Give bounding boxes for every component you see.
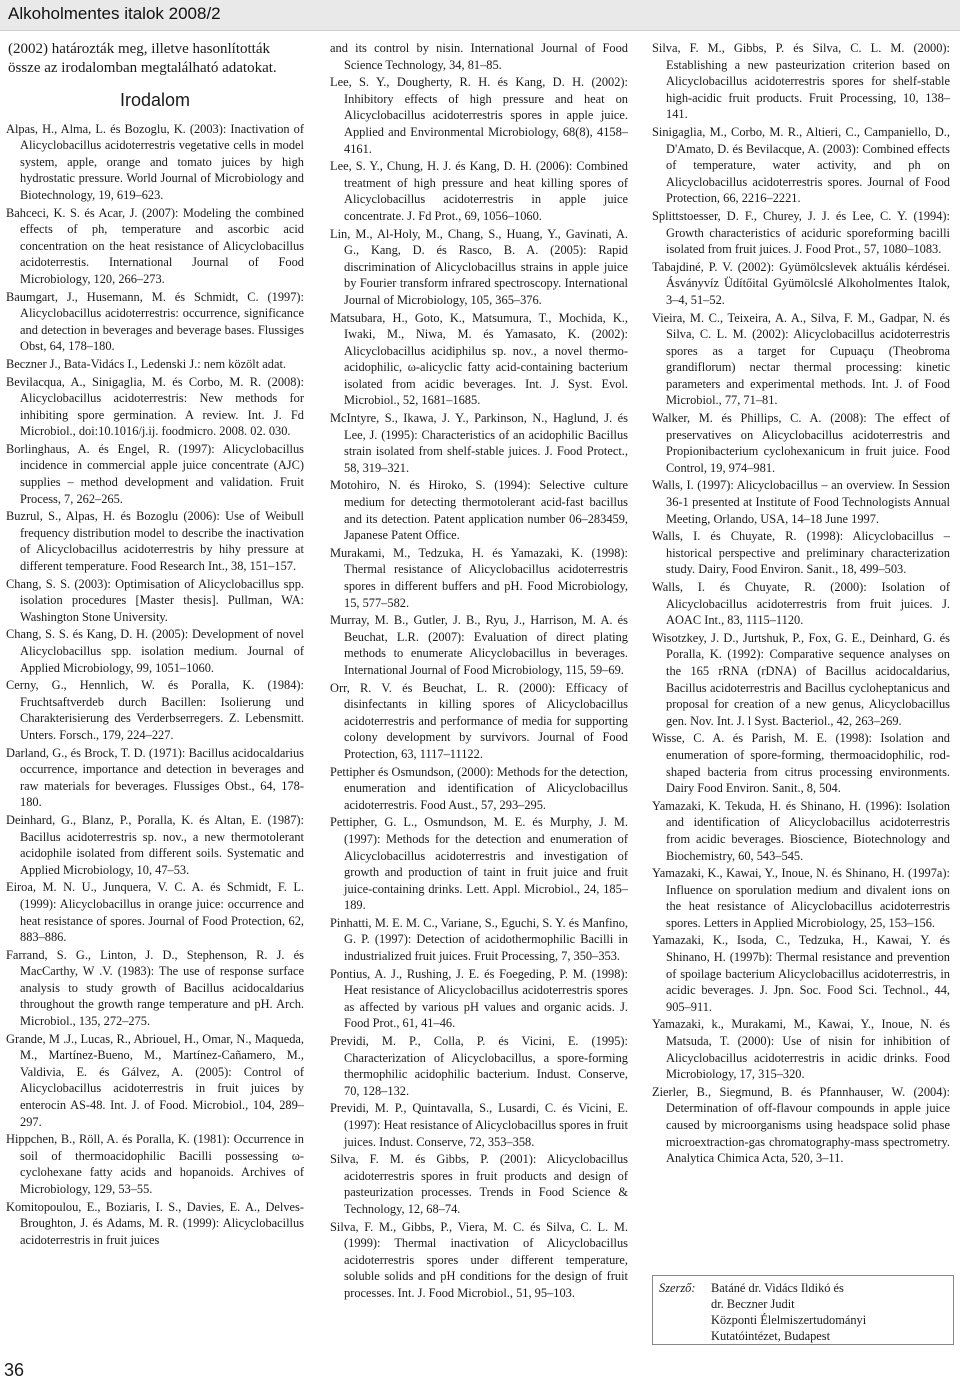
reference-item: Borlinghaus, A. és Engel, R. (1997): Alicyclobacillus incidence in commercial apple juice concentrate (AJC) supplies – method development and validation. Fruit Process, 7, 262–265. [6,441,304,506]
reference-item: Yamazaki, K., Isoda, C., Tedzuka, H., Kawai, Y. és Shinano, H. (1997b): Thermal resistance and prevention of spoilage bacterium Alicyclobacillus acidoterrestris, in acidic beverages. J. Jpn. Soc. Food Sci. Technol., 44, 905–911. [652,933,950,1014]
author-line: Kutatóintézet, Budapest [711,1329,831,1343]
running-header [0,0,960,31]
reference-item: Walls, I. (1997): Alicyclobacillus – an overview. In Session 36-1 presented at Institute of Food Technologists Annual Meeting, Orlando, USA, 14–18 June 1997. [652,478,950,526]
reference-item: Chang, S. S. (2003): Optimisation of Alicyclobacillus spp. isolation procedures [Master thesis]. Pullman, WA: Washington Stone University. [6,576,304,624]
reference-item: Beczner J., Bata-Vidács I., Ledenski J.: nem közölt adat. [6,356,287,371]
reference-item: Wisse, C. A. és Parish, M. E. (1998): Isolation and enumeration of spore-forming, thermoacidophilic, rod-shaped bacteria from citrus processing environments. Dairy Food Environ. Sanit., 8, 504. [652,731,950,796]
reference-item: Yamazaki, k., Murakami, M., Kawai, Y., Inoue, N. és Matsuda, T. (2000): Use of nisin for inhibition of Alicyclobacillus acidoterrestris in acidic drinks. Food Microbiology, 17, 315–320. [652,1017,950,1082]
author-box [652,1275,954,1345]
reference-item: Komitopoulou, E., Boziaris, I. S., Davies, E. A., Delves-Broughton, J. és Adams, M. R. (1999): Alicyclobacillus acidoterrestris in fruit juices [6,1199,304,1247]
author-label: Szerző: [659,1281,696,1295]
reference-item: Yamazaki, K., Kawai, Y., Inoue, N. és Shinano, H. (1997a): Influence on sporulation medium and divalent ions on the heat resistance of Alicyclobacillus acidoterrestris spores. Letters in Applied Microbiology, 25, 153–156. [652,866,950,930]
references-heading: Irodalom [119,90,191,110]
reference-item: Silva, F. M., Gibbs, P., Viera, M. C. és Silva, C. L. M. (1999): Thermal inactivation of Alicyclobacillus acidoterrestris spores under different temperature, soluble solids and pH conditions for the design of fruit processes. Int. J. Food Microbiol., 51, 95–103. [330,1219,628,1300]
reference-item: McIntyre, S., Ikawa, J. Y., Parkinson, N., Haglund, J. és Lee, J. (1995): Characteristics of an acidophilic Bacillus strain isolated from shelf-stable juices. J. Food Protect., 58, 319–321. [330,411,628,475]
reference-list-2 [330,40,628,1302]
reference-item: Splittstoesser, D. F., Churey, J. J. és Lee, C. Y. (1994): Growth characteristics of aciduric sporeforming bacilli isolated from fruit juices. J. Food Prot., 57, 1080–1083. [652,208,950,257]
reference-item: Previdi, M. P., Colla, P. és Vicini, E. (1995): Characterization of Alicyclobacillus, a spore-forming thermophilic acidophilic bacterium. Indust. Conserve, 70, 128–132. [330,1034,628,1098]
reference-item: Orr, R. V. és Beuchat, L. R. (2000): Efficacy of disinfectants in killing spores of Alicyclobacillus acidoterrestris and performance of media for supporting colony development by survivors. Journal of Food Protection, 63, 1117–11122. [330,680,628,761]
reference-item: Lee, S. Y., Dougherty, R. H. és Kang, D. H. (2002): Inhibitory effects of high pressure and heat on Alicyclobacillus acidoterrestris spores in apple juice. Applied and Environmental Microbiology, 68(8), 4158–4161. [330,75,628,156]
reference-item: Lee, S. Y., Chung, H. J. és Kang, D. H. (2006): Combined treatment of high pressure and heat killing spores of Alicyclobacillus acidoterrestris in apple juice concentrate. J. Fd Prot., 69, 1056–1060. [330,159,628,223]
reference-item: Motohiro, N. és Hiroko, S. (1994): Selective culture medium for detecting thermotolerant acid-fast bacillus and its detection. Patent application number 06–283459, Japanese Patent Office. [330,478,628,543]
reference-item: Murakami, M., Tedzuka, H. és Yamazaki, K. (1998): Thermal resistance of Alicyclobacillus acidoterrestris spores in different buffers and pH. Food Microbiology, 15, 577–582. [330,545,628,610]
reference-item: Pinhatti, M. E. M. C., Variane, S., Eguchi, S. Y. és Manfino, G. P. (1997): Detection of acidothermophilic Bacilli in industrialized fruit juices. Fruit Processing, 7, 350–353. [330,915,628,964]
reference-item: Bevilacqua, A., Sinigaglia, M. és Corbo, M. R. (2008): Alicyclobacillus acidoterrestris: New methods for inhibiting spore germination. A review. Int. J. Fd Microbiol., doi:10.1016/j.ij. foodmicro. 2008. 02. 030. [6,374,304,439]
author-line: Batáné dr. Vidács Ildikó és [711,1281,844,1295]
reference-item: Walls, I. és Chuyate, R. (1998): Alicyclobacillus – historical perspective and preliminary characterization study. Dairy, Food Environ. Sanit., 18, 499–503. [652,529,950,577]
reference-item: Grande, M .J., Lucas, R., Abriouel, H., Omar, N., Maqueda, M., Martínez-Bueno, M., Martínez-Cañamero, M., Valdivia, E. és Gálvez, A. (2005): Control of Alicyclobacillus acidoterrestris in fruit juices by enterocin AS-48. Int. J. of Food. Microbiol., 104, 289–297. [6,1031,304,1129]
reference-item: Darland, G., és Brock, T. D. (1971): Bacillus acidocaldarius occurrence, importance and detection in beverages and raw materials for beverages. Flussiges Obst., 64, 178-180. [6,745,304,810]
author-line: Központi Élelmiszertudományi [711,1313,867,1327]
reference-item: Yamazaki, K. Tekuda, H. és Shinano, H. (1996): Isolation and identification of Alicyclobacillus acidoterrestris from acidic beverages. Bioscience, Biotechnology and Biochemistry, 60, 543–545. [652,798,950,863]
page-number: 36 [4,1360,25,1380]
reference-item: Wisotzkey, J. D., Jurtshuk, P., Fox, G. E., Deinhard, G. és Poralla, K. (1992): Comparative sequence analyses on the 165 rRNA (rDNA) of Bacillus acidocaldarius, Bacillus acidoterrestris and Bacillus cycloheptanicus and proposal for creation of a new genus, Alicyclobacillus gen. Nov. Int. J. l Syst. Bacteriol., 42, 263–269. [652,630,950,728]
reference-item: Chang, S. S. és Kang, D. H. (2005): Development of novel Alicyclobacillus spp. isolation medium. Journal of Applied Microbiology, 99, 1051–1060. [6,627,304,675]
reference-item: Hippchen, B., Röll, A. és Poralla, K. (1981): Occurrence in soil of thermoacidophilic Bacilli possessing ω-cyclohexane fatty acids and hopanoids. Archives of Microbiology, 129, 53–55. [6,1132,304,1196]
reference-item: Pettipher, G. L., Osmundson, M. E. és Murphy, J. M. (1997): Methods for the detection and enumeration of Alicyclobacillus acidoterrestris and investigation of growth and production of taint in fruit juice and fruit juice-containing drinks. Lett. Appl. Microbiol., 24, 185–189. [330,815,628,913]
reference-item: Farrand, S. G., Linton, J. D., Stephenson, R. J. és MacCarthy, W .V. (1983): The use of response surface analysis to study growth of Bacillus acidocaldarius throughout the growth range temperature and pH. Arch. Microbiol., 135, 272–275. [6,947,304,1029]
reference-item: Matsubara, H., Goto, K., Matsumura, T., Mochida, K., Iwaki, M., Niwa, M. és Yamasato, K. (2002): Alicyclobacillus acidiphilus sp. nov., a novel thermo-acidophilic, ω-alicyclic fatty acid-containing bacterium isolated from acidic beverages. Int. J. Syst. Evol. Microbiol., 52, 1681–1685. [330,310,628,408]
column-right [652,40,950,1168]
reference-item: Cerny, G., Hennlich, W. és Poralla, K. (1984): Fruchtsaftverdeb durch Bacillen: Isolierung und Charakterisierung des Verderbserregers. Z. Lebensmitt. Unters. Forsch., 179, 224–227. [6,678,304,742]
reference-item: Previdi, M. P., Quintavalla, S., Lusardi, C. és Vicini, E. (1997): Heat resistance of Alicyclobacillus spores in fruit juices. Indust. Conserve, 72, 353–358. [330,1101,628,1149]
reference-item: Pettipher és Osmundson, (2000): Methods for the detection, enumeration and identification of Alicyclobacillus acidoterrestris. Food Aust., 57, 293–295. [330,764,628,812]
reference-item: Alpas, H., Alma, L. és Bozoglu, K. (2003): Inactivation of Alicyclobacillus acidoterrestris vegetative cells in model system, apple, orange and tomato juices by high hydrostatic pressure. World Journal of Microbiology and Biotechnology, 19, 619–623. [6,121,304,202]
reference-item: Baumgart, J., Husemann, M. és Schmidt, C. (1997): Alicyclobacillus acidoterrestris: occurrence, significance and detection in beverages and beverage bases. Flussiges Obst, 64, 178–180. [6,289,304,354]
reference-item: and its control by nisin. International Journal of Food Science Technology, 34, 81–85. [330,41,628,72]
reference-item: Bahceci, K. S. és Acar, J. (2007): Modeling the combined effects of ph, temperature and ascorbic acid concentration on the heat resistance of Alicyclobacillus acidoterrestis. International Journal of Food Microbiology, 120, 266–273. [6,205,304,286]
column-left [6,40,304,1249]
reference-item: Zierler, B., Siegmund, B. és Pfannhauser, W. (2004): Determination of off-flavour compounds in apple juice caused by microorganisms using headspace solid phase microextraction-gas chromatography-mass spectrometry. Analytica Chimica Acta, 520, 3–11. [652,1084,950,1166]
reference-list-3 [652,40,950,1167]
reference-item: Silva, F. M., Gibbs, P. és Silva, C. L. M. (2000): Establishing a new pasteurization criterion based on Alicyclobacillus acidoterrestris spores for shelf-stable high-acidic fruit products. Fruit Processing, 10, 138–141. [652,41,950,122]
journal-title: Alkoholmentes italok 2008/2 [8,4,221,23]
reference-item: Pontius, A. J., Rushing, J. E. és Foegeding, P. M. (1998): Heat resistance of Alicyclobacillus acidoterrestris spores as affected by various pH values and organic acids. J. Food Prot., 61, 41–46. [330,966,628,1031]
reference-item: Lin, M., Al-Holy, M., Chang, S., Huang, Y., Gavinati, A. G., Kang, D. és Rasco, B. A. (2005): Rapid discrimination of Alicyclobacillus strains in apple juice by Fourier transform infrared spectroscopy. International Journal of Microbiology, 105, 365–376. [330,226,628,307]
reference-item: Silva, F. M. és Gibbs, P. (2001): Alicyclobacillus acidoterrestris spores in fruit products and design of pasteurization processes. Trends in Food Science & Technology, 12, 68–74. [330,1152,628,1216]
reference-item: Sinigaglia, M., Corbo, M. R., Altieri, C., Campaniello, D., D'Amato, D. és Bevilacque, A. (2003): Combined effects of temperature, water activity, and ph on Alicyclobacillus acidoterrestris spores. Journal of Food Protection, 66, 2216–2221. [652,124,950,206]
reference-list-1 [6,121,304,1249]
reference-item: Tabajdiné, P. V. (2002): Gyümölcslevek aktuális kérdései. Ásványvíz Üdítőital Gyümölcslé Alkoholmentes Italok, 3–4, 51–52. [652,259,950,307]
author-info [711,1280,866,1344]
reference-item: Eiroa, M. N. U., Junquera, V. C. A. és Schmidt, F. L. (1999): Alicyclobacillus in orange juice: occurrence and heat resistance of spores. Journal of Food Protection, 62, 883–886. [6,880,304,945]
reference-item: Walker, M. és Phillips, C. A. (2008): The effect of preservatives on Alicyclobacillus acidoterrestris and Propionibacterium cyclohexanicum in fruit juice. Food Control, 19, 974–981. [652,411,950,475]
reference-item: Walls, I. és Chuyate, R. (2000): Isolation of Alicyclobacillus acidoterrestris from fruit juices. J. AOAC Int., 83, 1115–1120. [652,580,950,628]
intro-paragraph: (2002) határozták meg, illetve hasonlították össze az irodalomban megtalálható adatokat. [8,41,277,76]
reference-item: Vieira, M. C., Teixeira, A. A., Silva, F. M., Gadpar, N. és Silva, C. L. M. (2002): Alicyclobacillus acidoterrestris spores as a target for Cupuaçu (Theobroma grandiflorum) nectar thermal processing: kinetic parameters and experimental methods. Int. J. of Food Microbiol., 77, 71–81. [652,310,950,408]
reference-item: Deinhard, G., Blanz, P., Poralla, K. és Altan, E. (1987): Bacillus acidoterrestris sp. nov., a new thermotolerant acidophile isolated from different soils. Systematic and Applied Microbiology, 10, 47–53. [6,812,304,877]
author-line: dr. Beczner Judit [711,1297,795,1311]
reference-item: Murray, M. B., Gutler, J. B., Ryu, J., Harrison, M. A. és Beuchat, L.R. (2007): Evaluation of direct plating methods to enumerate Alicyclobacillus in beverages. International Journal of Food Microbiology, 115, 59–69. [330,613,628,677]
column-middle [330,40,628,1303]
reference-item: Buzrul, S., Alpas, H. és Bozoglu (2006): Use of Weibull frequency distribution model to describe the inactivation of Alicyclobacillus acidoterrestris by hihy pressure at different temperature. Food Research Int., 38, 151–157. [6,509,304,574]
